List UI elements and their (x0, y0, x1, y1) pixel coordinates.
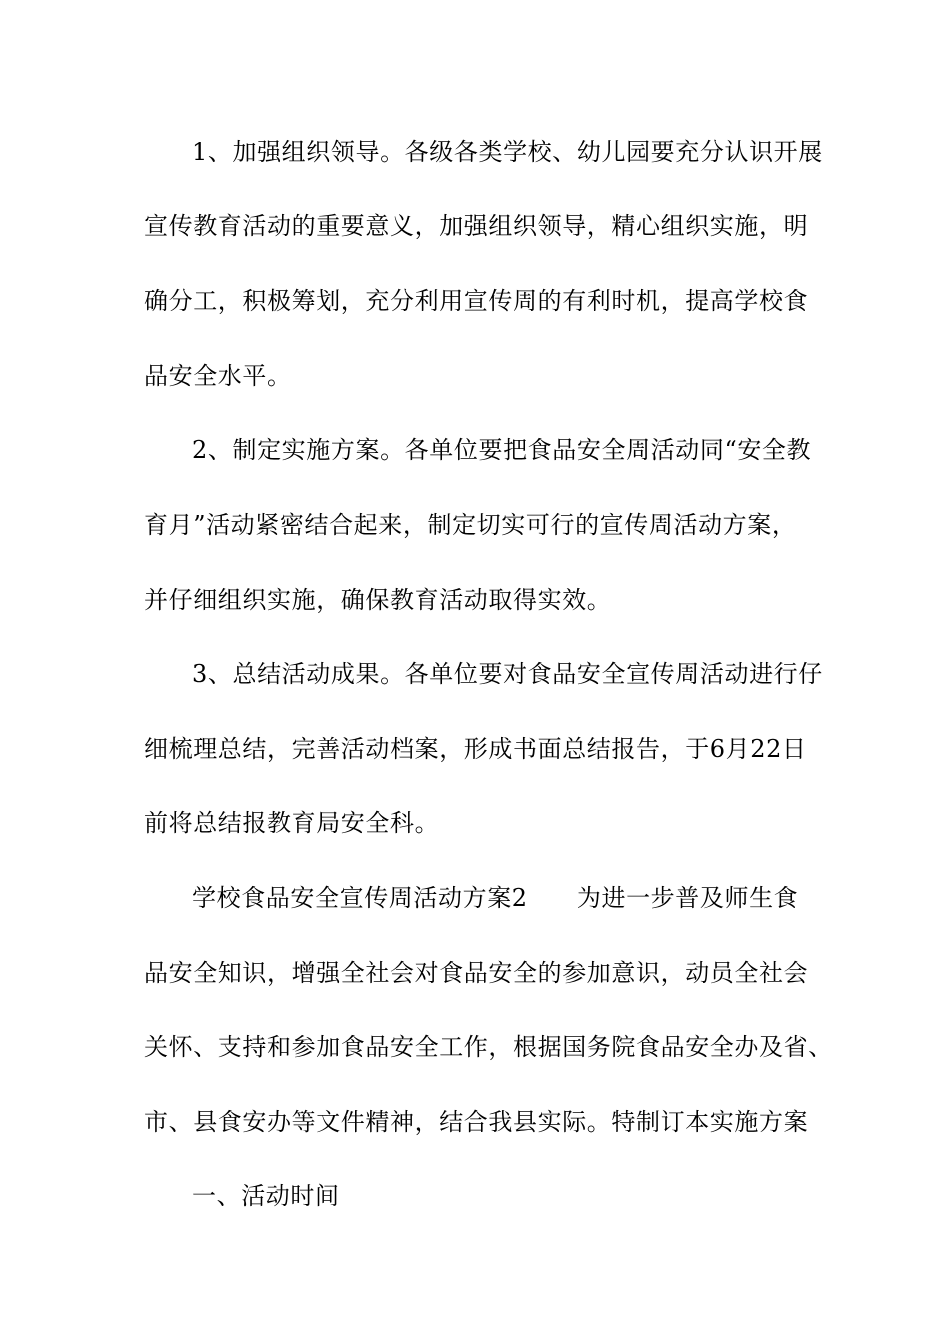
section-heading: 一、活动时间 (192, 1182, 340, 1210)
paragraph-2-line-3: 并仔细组织实施，确保教育活动取得实效。 (144, 586, 612, 614)
paragraph-4-line-3: 关怀、支持和参加食品安全工作，根据国务院食品安全办及省、 (144, 1033, 833, 1061)
paragraph-4-line-4: 市、县食安办等文件精神，结合我县实际。特制订本实施方案 (144, 1108, 809, 1136)
paragraph-4-line-2: 品安全知识，增强全社会对食品安全的参加意识，动员全社会 (144, 959, 809, 987)
paragraph-1-line-1: 1、加强组织领导。各级各类学校、幼儿园要充分认识开展 (192, 138, 823, 166)
paragraph-1-line-4: 品安全水平。 (144, 362, 292, 390)
paragraph-2-line-1: 2、制定实施方案。各单位要把食品安全周活动同“安全教 (192, 436, 812, 464)
paragraph-3-line-1: 3、总结活动成果。各单位要对食品安全宣传周活动进行仔 (192, 660, 823, 688)
paragraph-3-line-3: 前将总结报教育局安全科。 (144, 809, 440, 837)
paragraph-3-line-2: 细梳理总结，完善活动档案，形成书面总结报告，于6月22日 (144, 735, 807, 763)
paragraph-2-line-2: 育月”活动紧密结合起来，制定切实可行的宣传周活动方案， (144, 511, 797, 539)
paragraph-4-line-1: 学校食品安全宣传周活动方案2 为进一步普及师生食 (192, 884, 799, 912)
paragraph-1-line-3: 确分工，积极筹划，充分利用宣传周的有利时机，提高学校食 (144, 287, 809, 315)
paragraph-1-line-2: 宣传教育活动的重要意义，加强组织领导，精心组织实施，明 (144, 212, 809, 240)
